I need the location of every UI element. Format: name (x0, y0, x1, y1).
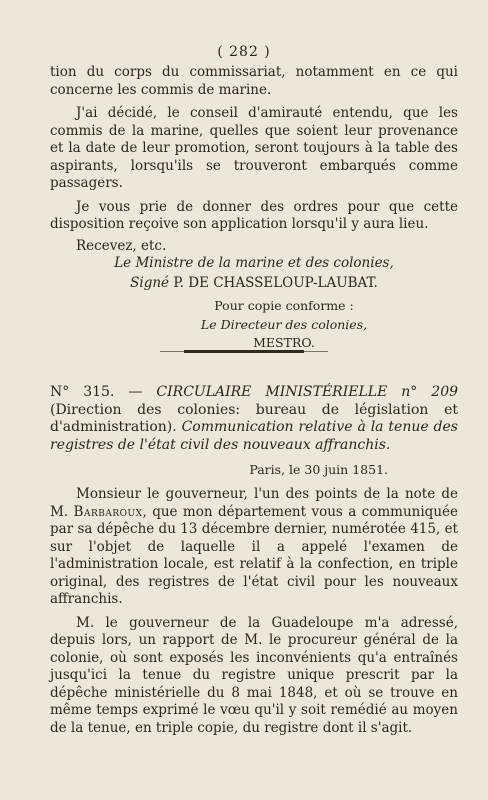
body-text-block (50, 486, 458, 737)
minister-signature (50, 274, 458, 292)
paragraph-decision: J'ai décidé, le conseil d'amirauté entendu, que les commis de la marine, quelles que soient leur provenance et la date de leur promotion, seront toujours à la table des aspirants, lorsqu'ils se trouveront embarqués comme passagers. (50, 105, 458, 191)
signed-prefix: Signé (130, 275, 170, 291)
entry-number: N° 315. — (50, 384, 143, 400)
entry-direction: (Direction des colonies: bureau de législation et d'administration). (50, 401, 458, 435)
copy-conforme: Pour copie conforme : (214, 298, 354, 313)
paragraph-note (50, 486, 458, 609)
entry-heading-text (50, 384, 458, 454)
entry-heading (50, 384, 458, 454)
minister-name: P. DE CHASSELOUP-LAUBAT. (173, 275, 378, 291)
top-text-block (50, 64, 458, 255)
paragraph-closing: Recevez, etc. (76, 237, 167, 254)
paragraph-note-start: Monsieur le gouverneur, l'un des points de la note de M. (50, 486, 458, 520)
entry-subject: Communication relative à la tenue des registres de l'état civil des nouveaux affranchis. (50, 419, 458, 453)
entry-date: Paris, le 30 juin 1851. (249, 462, 388, 477)
barbaroux-name: Barbaroux (73, 503, 143, 520)
copy-block (50, 298, 458, 351)
paragraph-note-rest: , que mon département vous a communiquée par sa dépêche du 13 décembre dernier, numérotée 415, et sur l'objet de laquelle il a appelé l'examen de l'administration locale, est relatif à la confection, en triple original, des registres de l'état civil pour les nouveaux affranchis. (50, 503, 458, 607)
section-divider (184, 350, 304, 353)
signature-block (50, 254, 458, 292)
paragraph-guadeloupe: M. le gouverneur de la Guadeloupe m'a adressé, depuis lors, un rapport de M. le procureur général de la colonie, où sont exposés les inconvénients qu'a entraînés jusqu'ici la tenue du registre unique prescrit par la dépêche ministérielle du 8 mai 1848, et où se trouve en même temps exprimé le vœu qu'il y soit remédié au moyen de la tenue, en triple copie, du registre dont il s'agit. (50, 614, 458, 736)
entry-title: CIRCULAIRE MINISTÉRIELLE n° 209 (156, 384, 459, 400)
director-title: Le Directeur des colonies, (200, 317, 368, 332)
minister-title: Le Ministre de la marine et des colonies, (114, 255, 394, 271)
director-name: MESTRO. (253, 335, 315, 350)
paragraph-orders: Je vous prie de donner des ordres pour que cette disposition reçoive son application lorsqu'il y aura lieu. (50, 198, 458, 232)
paragraph-continuation: tion du corps du commissariat, notamment en ce qui concerne les commis de marine. (50, 64, 458, 98)
page-number: ( 282 ) (217, 44, 271, 60)
